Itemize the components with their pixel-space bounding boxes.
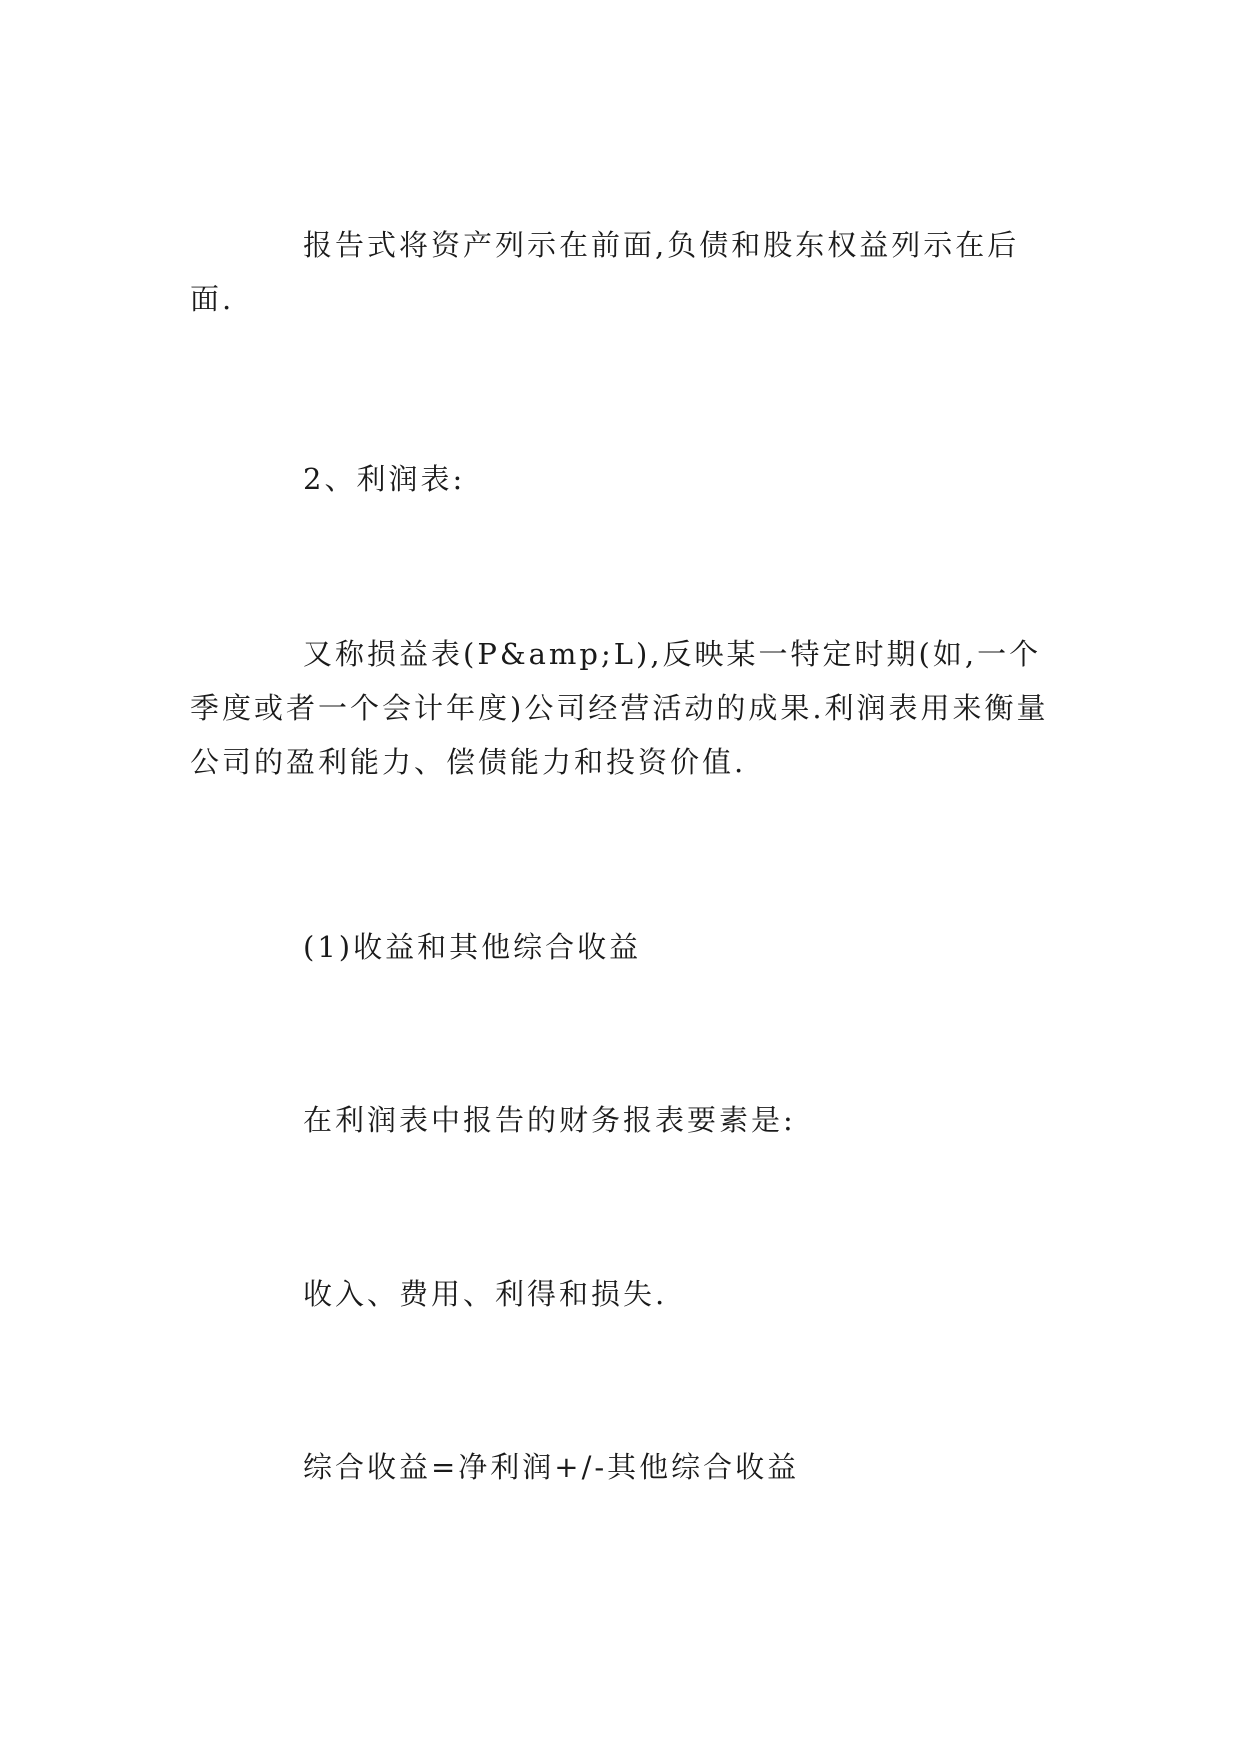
formula-comprehensive-income: 综合收益=净利润+/-其他综合收益 [303,1450,800,1484]
paragraph-report-format: 报告式将资产列示在前面,负债和股东权益列示在后面. [190,228,1020,316]
paragraph-statement-elements: 收入、费用、利得和损失. [303,1277,668,1311]
paragraph-income-statement-definition: 又称损益表(P&amp;L),反映某一特定时期(如,一个季度或者一个会计年度)公司经营活动的成果.利润表用来衡量公司的盈利能力、偿债能力和投资价值. [190,637,1049,779]
heading-income-statement: 2、利润表: [303,462,466,496]
subheading-comprehensive-income: (1)收益和其他综合收益 [303,930,642,964]
paragraph-statement-elements-intro: 在利润表中报告的财务报表要素是: [303,1103,796,1137]
